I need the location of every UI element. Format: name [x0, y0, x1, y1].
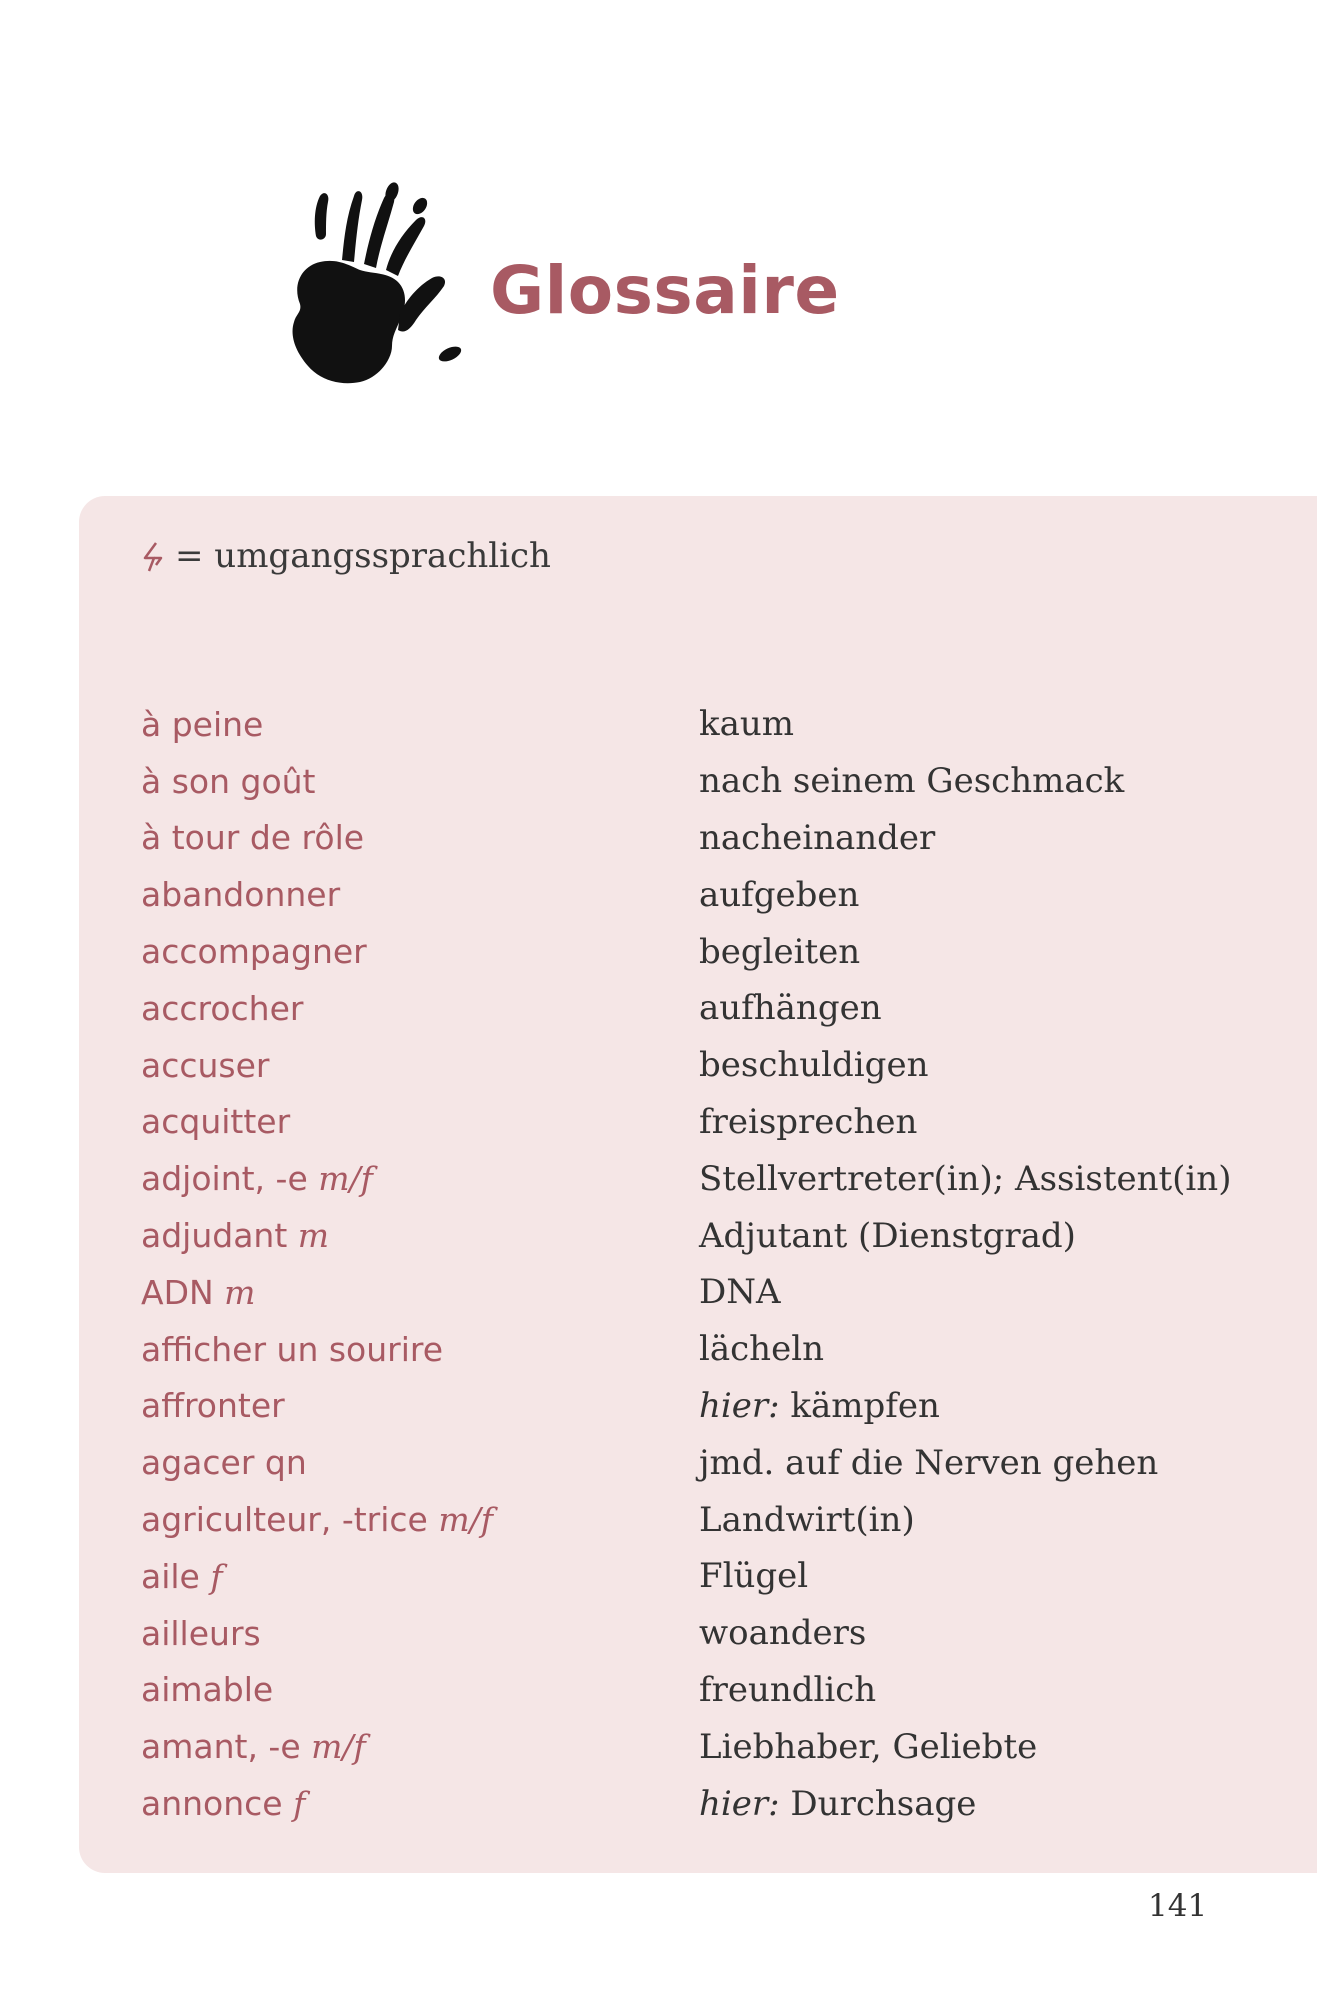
german-translation: woanders	[699, 1613, 867, 1654]
glossary-entry	[141, 1491, 1231, 1548]
glossary-entry	[141, 980, 1231, 1037]
glossary-entry	[141, 1775, 1231, 1832]
glossary-entry	[141, 1548, 1231, 1605]
french-term: à tour de rôle	[141, 818, 365, 858]
glossary-entry	[141, 1378, 1231, 1435]
glossary-entry	[141, 1605, 1231, 1662]
glossary-entry	[141, 1434, 1231, 1491]
german-translation: begleiten	[699, 931, 861, 972]
german-translation: aufgeben	[699, 874, 860, 915]
gender-marker: m/f	[318, 1159, 373, 1199]
gender-marker: m/f	[438, 1500, 493, 1540]
french-term: afficher un sourire	[141, 1329, 444, 1369]
glossary-entry	[141, 866, 1231, 923]
page-title: Glossaire	[490, 252, 840, 329]
glossary-entry	[141, 1264, 1231, 1321]
french-term: aile f	[141, 1556, 223, 1596]
german-translation: Landwirt(in)	[699, 1499, 915, 1540]
french-term: annonce f	[141, 1784, 306, 1824]
handprint-icon	[280, 174, 490, 394]
gender-marker: m	[297, 1216, 330, 1256]
french-term: adjudant m	[141, 1216, 330, 1256]
french-term: accuser	[141, 1045, 270, 1085]
german-translation: Adjutant (Dienstgrad)	[699, 1215, 1076, 1256]
german-translation: lächeln	[699, 1329, 824, 1370]
german-translation: hier: Durchsage	[699, 1783, 977, 1824]
legend	[141, 536, 551, 576]
french-term: abandonner	[141, 875, 341, 915]
french-term: à peine	[141, 704, 264, 744]
page-number: 141	[1148, 1888, 1208, 1924]
glossary-entry	[141, 753, 1231, 810]
glossary-panel	[79, 496, 1317, 1873]
french-term: ailleurs	[141, 1613, 261, 1653]
french-term: adjoint, -e m/f	[141, 1159, 373, 1199]
german-translation: Liebhaber, Geliebte	[699, 1726, 1038, 1767]
french-term: acquitter	[141, 1102, 291, 1142]
gender-marker: f	[293, 1784, 306, 1824]
german-translation: aufhängen	[699, 988, 882, 1029]
french-term: agriculteur, -trice m/f	[141, 1500, 493, 1540]
french-term: à son goût	[141, 761, 316, 801]
french-term: accrocher	[141, 988, 304, 1028]
french-term: ADN m	[141, 1272, 256, 1312]
glossary-entry	[141, 923, 1231, 980]
german-translation: freisprechen	[699, 1101, 918, 1142]
glossary-list	[141, 696, 1231, 1832]
german-translation: nacheinander	[699, 817, 936, 858]
glossary-entry	[141, 1037, 1231, 1094]
lightning-icon	[141, 541, 165, 573]
legend-text: = umgangssprachlich	[175, 536, 551, 576]
french-term: agacer qn	[141, 1443, 307, 1483]
german-translation: hier: kämpfen	[699, 1385, 940, 1426]
glossary-entry	[141, 1094, 1231, 1151]
german-translation: jmd. auf die Nerven gehen	[699, 1442, 1159, 1483]
glossary-entry	[141, 1718, 1231, 1775]
gender-marker: m	[224, 1272, 256, 1312]
french-term: affronter	[141, 1386, 285, 1426]
french-term: amant, -e m/f	[141, 1727, 366, 1767]
page-header	[280, 168, 840, 398]
gender-marker: m/f	[311, 1727, 366, 1767]
glossary-entry	[141, 696, 1231, 753]
glossary-entry	[141, 1207, 1231, 1264]
glossary-entry	[141, 1321, 1231, 1378]
french-term: aimable	[141, 1670, 274, 1710]
german-translation: DNA	[699, 1272, 781, 1313]
german-translation: beschuldigen	[699, 1045, 929, 1086]
glossary-entry	[141, 1150, 1231, 1207]
glossary-entry	[141, 1662, 1231, 1719]
german-translation: Flügel	[699, 1556, 809, 1597]
french-term: accompagner	[141, 932, 367, 972]
german-translation: kaum	[699, 704, 795, 745]
german-translation: freundlich	[699, 1669, 877, 1710]
usage-hint: hier:	[699, 1783, 780, 1824]
glossary-entry	[141, 810, 1231, 867]
german-translation: nach seinem Geschmack	[699, 761, 1125, 802]
gender-marker: f	[210, 1556, 223, 1596]
usage-hint: hier:	[699, 1385, 780, 1426]
german-translation: Stellvertreter(in); Assistent(in)	[699, 1158, 1232, 1199]
